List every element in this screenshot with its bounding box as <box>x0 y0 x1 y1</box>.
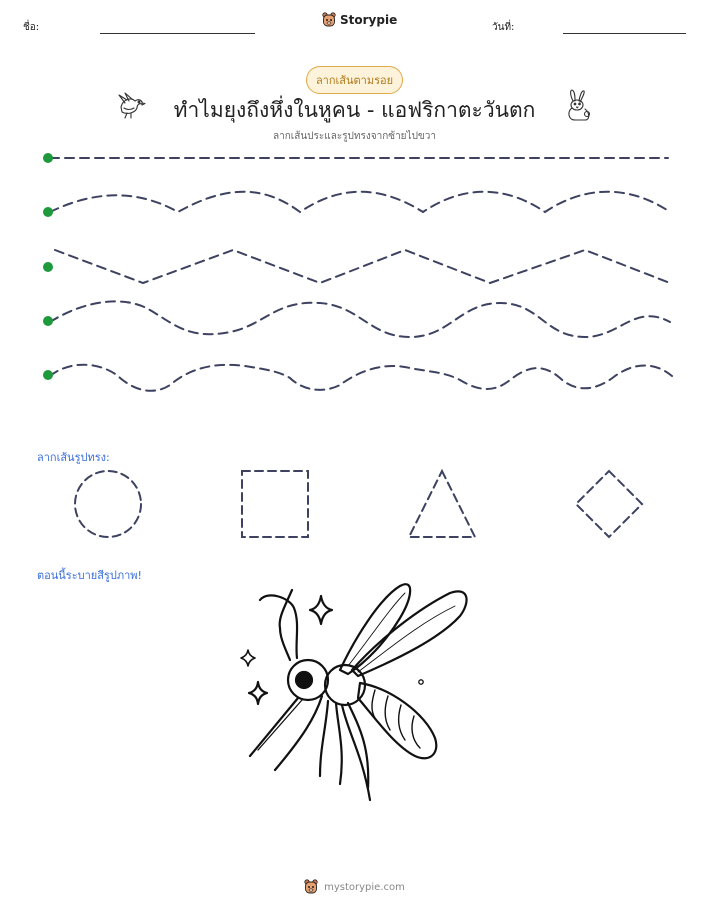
circle-tracing-shape[interactable] <box>75 471 141 537</box>
sparkle-icon <box>241 650 255 666</box>
start-dot <box>43 207 53 217</box>
coloring-section-label: ตอนนี้ระบายสีรูปภาพ! <box>37 569 142 582</box>
sparkle-icon <box>249 682 267 704</box>
diamond-tracing-shape[interactable] <box>576 471 642 537</box>
name-label: ชื่อ: <box>23 22 40 33</box>
footer <box>0 879 709 895</box>
zigzag-tracing-line[interactable] <box>55 250 670 283</box>
storypie-mascot-icon <box>304 879 318 895</box>
triangle-tracing-shape[interactable] <box>409 471 475 537</box>
start-dot <box>43 262 53 272</box>
tracing-lines-area <box>0 140 709 400</box>
storypie-mascot-icon <box>322 12 336 28</box>
deep-wave-tracing-line[interactable] <box>50 301 670 337</box>
sparkle-icon <box>310 596 332 624</box>
gentle-wave-tracing-line[interactable] <box>50 192 670 212</box>
date-field-line[interactable] <box>563 33 686 34</box>
square-tracing-shape[interactable] <box>242 471 308 537</box>
start-dot <box>43 316 53 326</box>
date-label: วันที่: <box>492 22 515 33</box>
mosquito-coloring-picture[interactable] <box>230 578 480 808</box>
activity-badge: ลากเส้นตามรอย <box>306 66 403 94</box>
page-title: ทำไมยุงถึงหึ่งในหูคน - แอฟริกาตะวันตก <box>173 98 536 122</box>
start-dots <box>43 153 53 380</box>
footer-site-link[interactable]: mystorypie.com <box>324 881 405 893</box>
page-subtitle: ลากเส้นประและรูปทรงจากซ้ายไปขวา <box>273 131 436 142</box>
shapes-section-label: ลากเส้นรูปทรง: <box>37 451 110 464</box>
start-dot <box>43 153 53 163</box>
logo-text: Storypie <box>340 13 398 27</box>
tracing-shapes-area <box>0 465 709 545</box>
rabbit-icon <box>563 89 593 123</box>
name-field-line[interactable] <box>100 33 255 34</box>
start-dot <box>43 370 53 380</box>
bumpy-wave-tracing-line[interactable] <box>50 365 672 391</box>
bird-icon <box>115 89 147 121</box>
storypie-logo <box>322 12 397 28</box>
